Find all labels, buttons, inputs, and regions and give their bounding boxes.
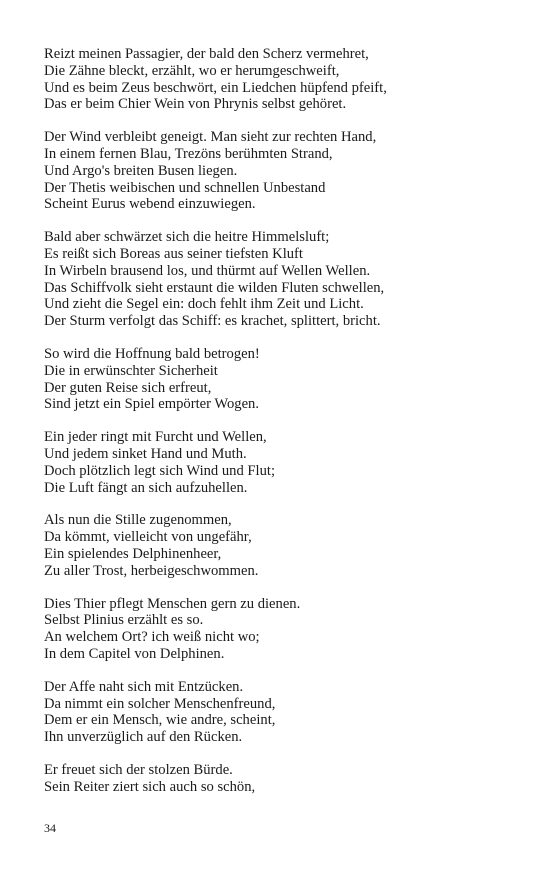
poem-line: Der Affe naht sich mit Entzücken. xyxy=(44,678,244,695)
stanza-8 xyxy=(44,679,514,746)
poem-line: Es reißt sich Boreas aus seiner tiefsten Kluft xyxy=(44,245,303,262)
poem-line: Selbst Plinius erzählt es so. xyxy=(44,612,204,629)
poem-line: In dem Capitel von Delphinen. xyxy=(44,645,225,662)
poem-line: Ihn unverzüglich auf den Rücken. xyxy=(44,729,243,746)
poem-line: Der Thetis weibischen und schnellen Unbestand xyxy=(44,179,326,196)
poem-line: Und es beim Zeus beschwört, ein Liedchen hüpfend pfeift, xyxy=(44,79,387,96)
stanza-4 xyxy=(44,346,514,413)
stanza-7 xyxy=(44,596,514,663)
poem-line: Der guten Reise sich erfreut, xyxy=(44,379,212,396)
stanza-5 xyxy=(44,429,514,496)
stanza-6 xyxy=(44,512,514,579)
poem-line: Sein Reiter ziert sich auch so schön, xyxy=(44,778,256,795)
poem-line: Bald aber schwärzet sich die heitre Himmelsluft; xyxy=(44,229,330,246)
poem-line: An welchem Ort? ich weiß nicht wo; xyxy=(44,629,260,646)
poem-line: In einem fernen Blau, Trezöns berühmten Strand, xyxy=(44,145,333,162)
poem-line: Die in erwünschter Sicherheit xyxy=(44,362,218,379)
poem-line: Und zieht die Segel ein: doch fehlt ihm Zeit und Licht. xyxy=(44,296,364,313)
poem-line: Da kömmt, vielleicht von ungefähr, xyxy=(44,529,252,546)
poem-line: Das er beim Chier Wein von Phrynis selbst gehöret. xyxy=(44,96,347,113)
poem-line: Zu aller Trost, herbeigeschwommen. xyxy=(44,562,259,579)
poem-line: In Wirbeln brausend los, und thürmt auf Wellen Wellen. xyxy=(44,262,371,279)
poem-line: Er freuet sich der stolzen Bürde. xyxy=(44,761,233,778)
poem-line: Reizt meinen Passagier, der bald den Scherz vermehret, xyxy=(44,46,369,62)
poem-line: Sind jetzt ein Spiel empörter Wogen. xyxy=(44,396,259,413)
poem-line: Das Schiffvolk sieht erstaunt die wilden Fluten schwellen, xyxy=(44,279,385,296)
poem-line: Der Wind verbleibt geneigt. Man sieht zur rechten Hand, xyxy=(44,129,377,146)
stanza-2 xyxy=(44,129,514,213)
stanza-1 xyxy=(44,46,514,113)
poem-line: Da nimmt ein solcher Menschenfreund, xyxy=(44,695,276,712)
poem-line: Ein jeder ringt mit Furcht und Wellen, xyxy=(44,429,267,446)
poem-line: Ein spielendes Delphinenheer, xyxy=(44,545,222,562)
poem-line: Scheint Eurus webend einzuwiegen. xyxy=(44,196,256,213)
poem-line: Als nun die Stille zugenommen, xyxy=(44,512,232,529)
poem-line: Der Sturm verfolgt das Schiff: es krachet, splittert, bricht. xyxy=(44,313,381,330)
poem-text xyxy=(44,46,514,811)
poem-line: So wird die Hoffnung bald betrogen! xyxy=(44,345,260,362)
poem-line: Die Luft fängt an sich aufzuhellen. xyxy=(44,479,248,496)
poem-line: Doch plötzlich legt sich Wind und Flut; xyxy=(44,462,275,479)
poem-line: Dies Thier pflegt Menschen gern zu dienen. xyxy=(44,595,301,612)
poem-line: Dem er ein Mensch, wie andre, scheint, xyxy=(44,712,276,729)
stanza-9 xyxy=(44,762,514,796)
poem-line: Und jedem sinket Hand und Muth. xyxy=(44,445,247,462)
page-number: 34 xyxy=(44,821,56,835)
poem-line: Und Argo's breiten Busen liegen. xyxy=(44,162,238,179)
stanza-3 xyxy=(44,229,514,330)
poem-line: Die Zähne bleckt, erzählt, wo er herumgeschweift, xyxy=(44,62,340,79)
